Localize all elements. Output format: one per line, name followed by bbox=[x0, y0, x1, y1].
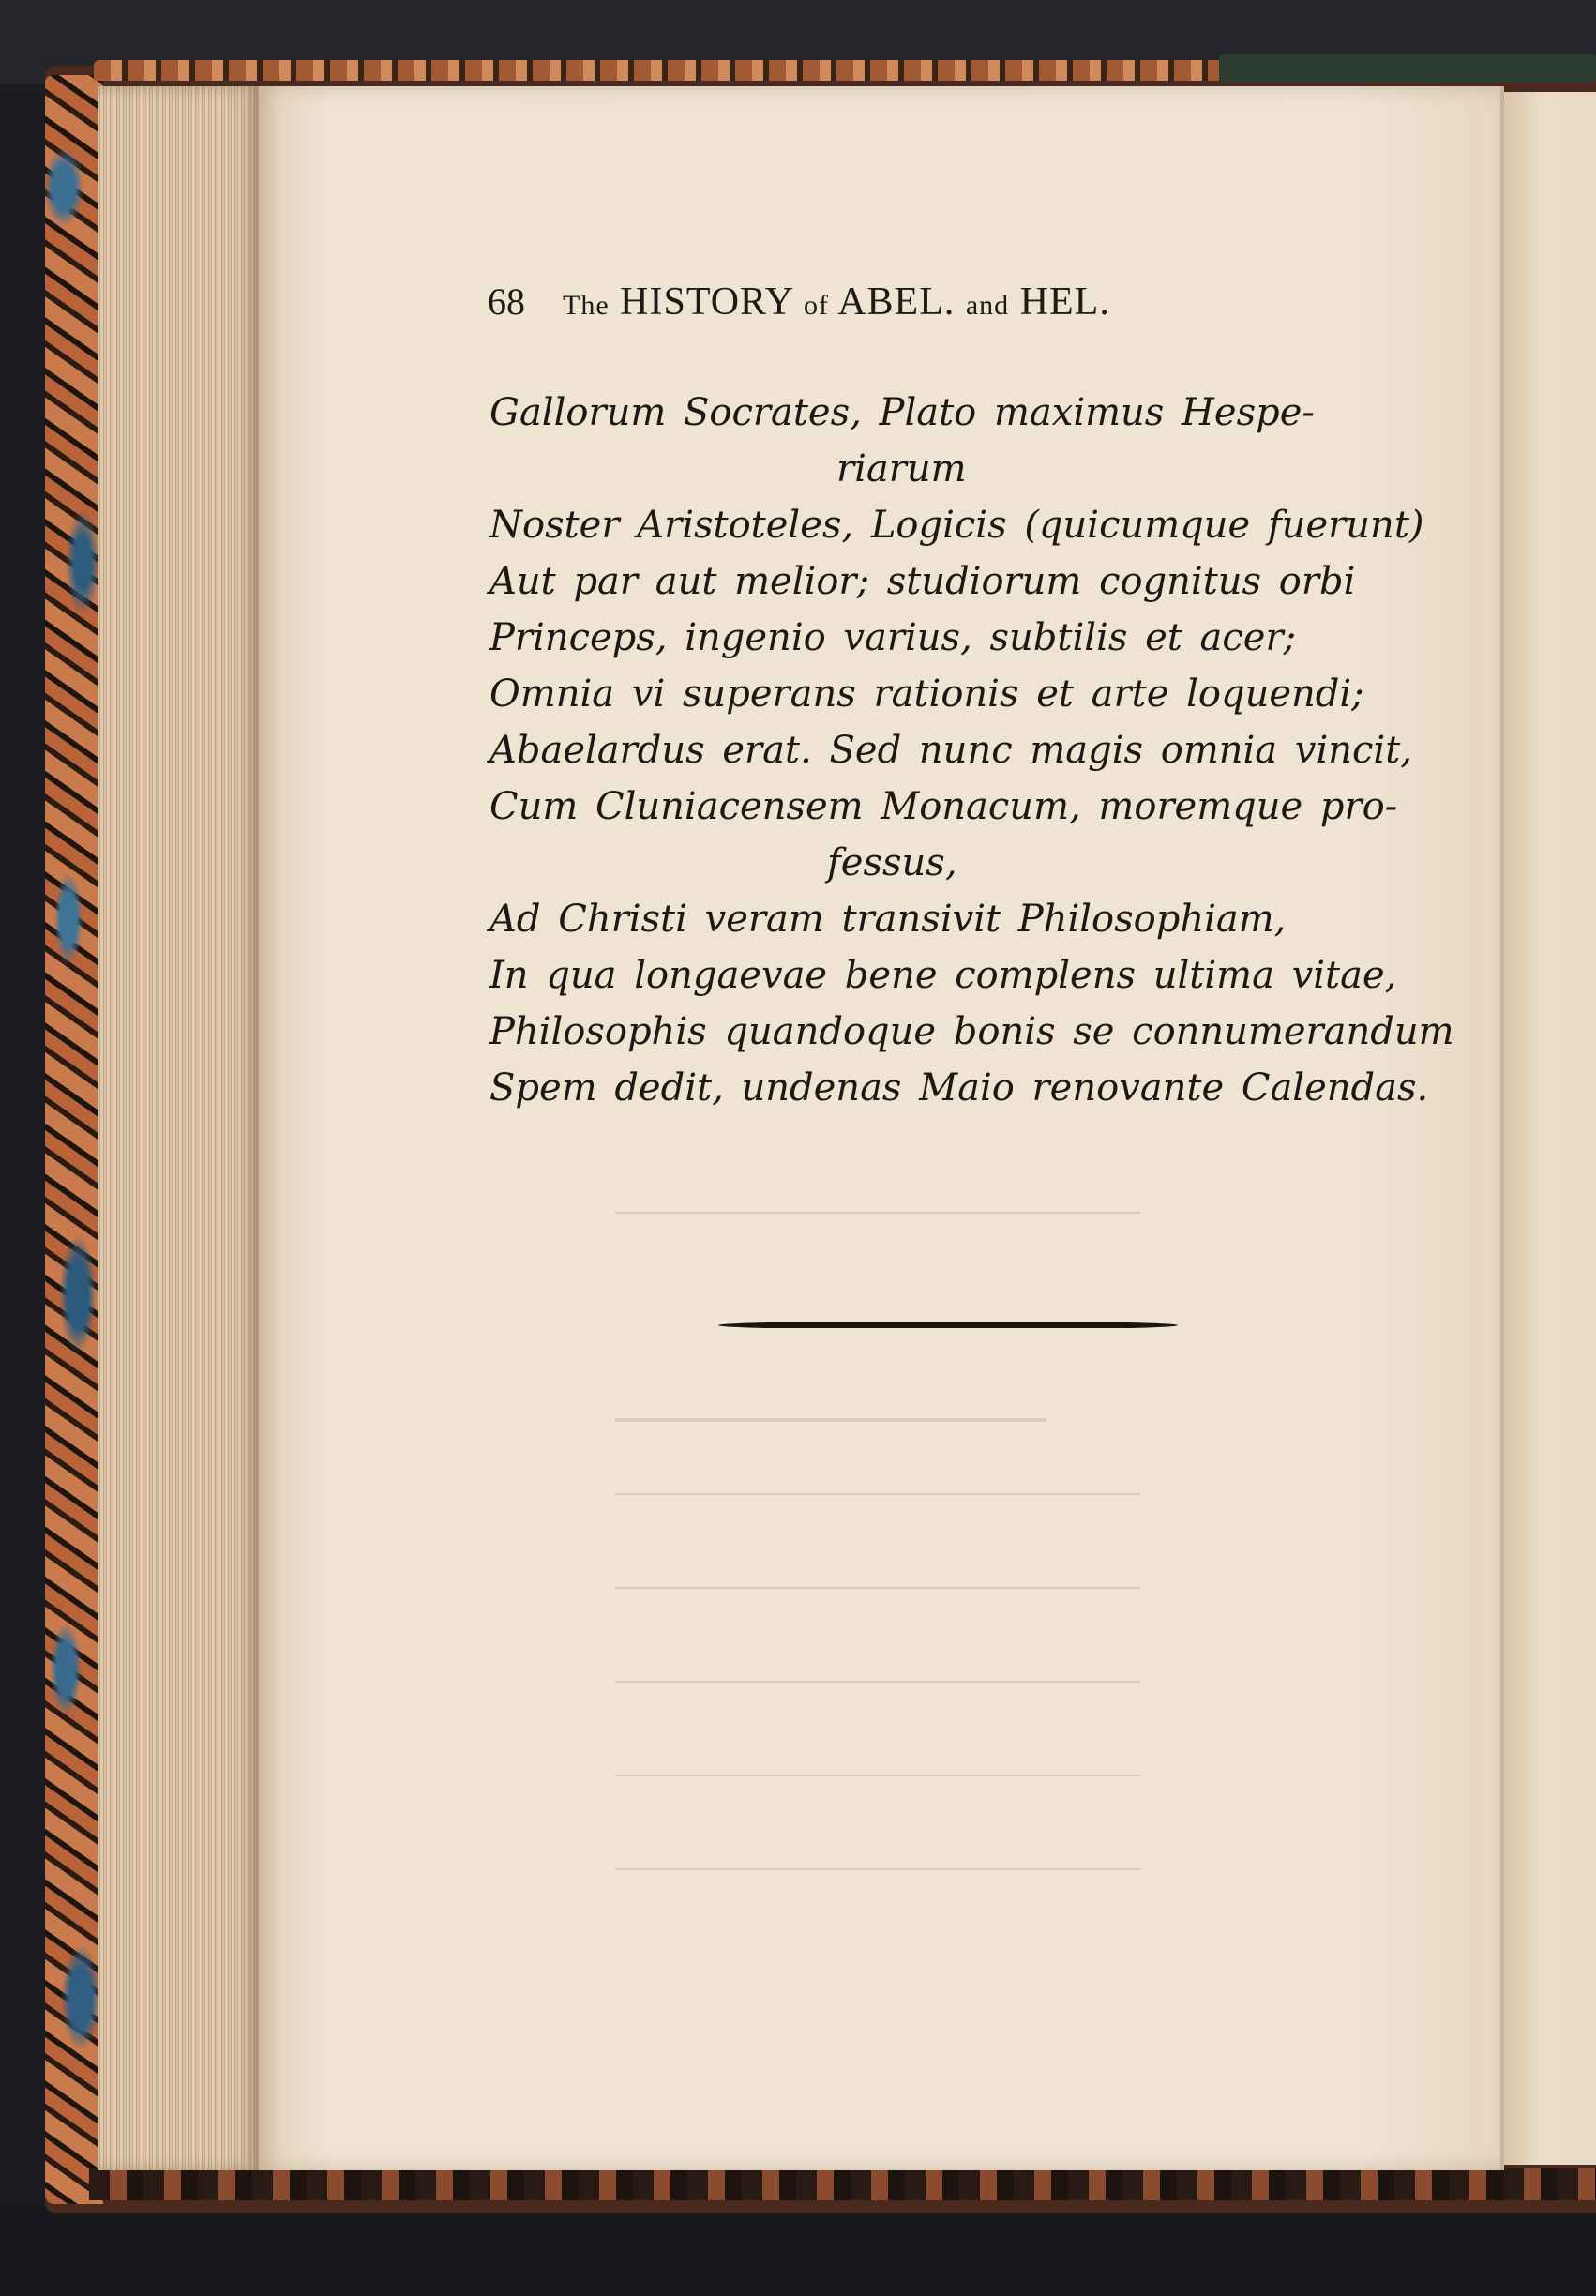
bleed-through-rule bbox=[615, 1493, 1140, 1495]
verse-line: Philosophis quandoque bonis se connumerandum bbox=[489, 1010, 1454, 1053]
bleed-through-rule bbox=[615, 1212, 1140, 1214]
bleed-through-rule bbox=[615, 1587, 1140, 1589]
running-title-word: of bbox=[804, 290, 830, 321]
bleed-through-rule bbox=[615, 1868, 1140, 1870]
verse-line-continuation: riarum bbox=[836, 447, 967, 491]
verse-line: Cum Cluniacensem Monacum, moremque pro- bbox=[489, 785, 1398, 828]
bleed-through-rule bbox=[615, 1775, 1140, 1776]
verse-line: Noster Aristoteles, Logicis (quicumque fuerunt) bbox=[489, 504, 1424, 547]
running-title-word: HEL. bbox=[1019, 280, 1110, 324]
verse-line: Ad Christi veram transivit Philosophiam, bbox=[489, 898, 1287, 941]
verse-line: Abaelardus erat. Sed nunc magis omnia vincit, bbox=[489, 729, 1413, 772]
running-title-word: The bbox=[563, 290, 610, 321]
verse-line: Omnia vi superans rationis et arte loquendi; bbox=[489, 672, 1364, 716]
backdrop bbox=[0, 2207, 1596, 2296]
cover-top-edge-dark bbox=[1219, 54, 1596, 83]
running-header bbox=[488, 279, 1482, 336]
page-stack-edge bbox=[98, 86, 259, 2170]
running-title-word: ABEL. bbox=[837, 280, 956, 324]
bleed-through-rule bbox=[615, 1418, 1046, 1422]
verse-line-continuation: fessus, bbox=[827, 841, 957, 884]
marbled-edge bbox=[45, 75, 103, 2204]
epitaph-verse bbox=[489, 385, 1540, 1116]
verse-line: Aut par aut melior; studiorum cognitus orbi bbox=[489, 560, 1356, 603]
running-title bbox=[563, 279, 1110, 325]
verse-line: Princeps, ingenio varius, subtilis et acer; bbox=[489, 616, 1297, 659]
running-title-word: HISTORY bbox=[620, 280, 793, 324]
cover-top-edge bbox=[94, 60, 1228, 81]
page-number: 68 bbox=[488, 280, 525, 323]
verse-line: Spem dedit, undenas Maio renovante Calendas. bbox=[489, 1066, 1429, 1110]
bleed-through-rule bbox=[615, 1681, 1140, 1683]
cover-bottom-edge bbox=[89, 2168, 1596, 2200]
section-rule bbox=[718, 1321, 1178, 1330]
running-title-word: and bbox=[965, 290, 1010, 321]
verse-line: In qua longaevae bene complens ultima vitae, bbox=[489, 954, 1397, 997]
verse-line: Gallorum Socrates, Plato maximus Hespe- bbox=[489, 391, 1315, 434]
